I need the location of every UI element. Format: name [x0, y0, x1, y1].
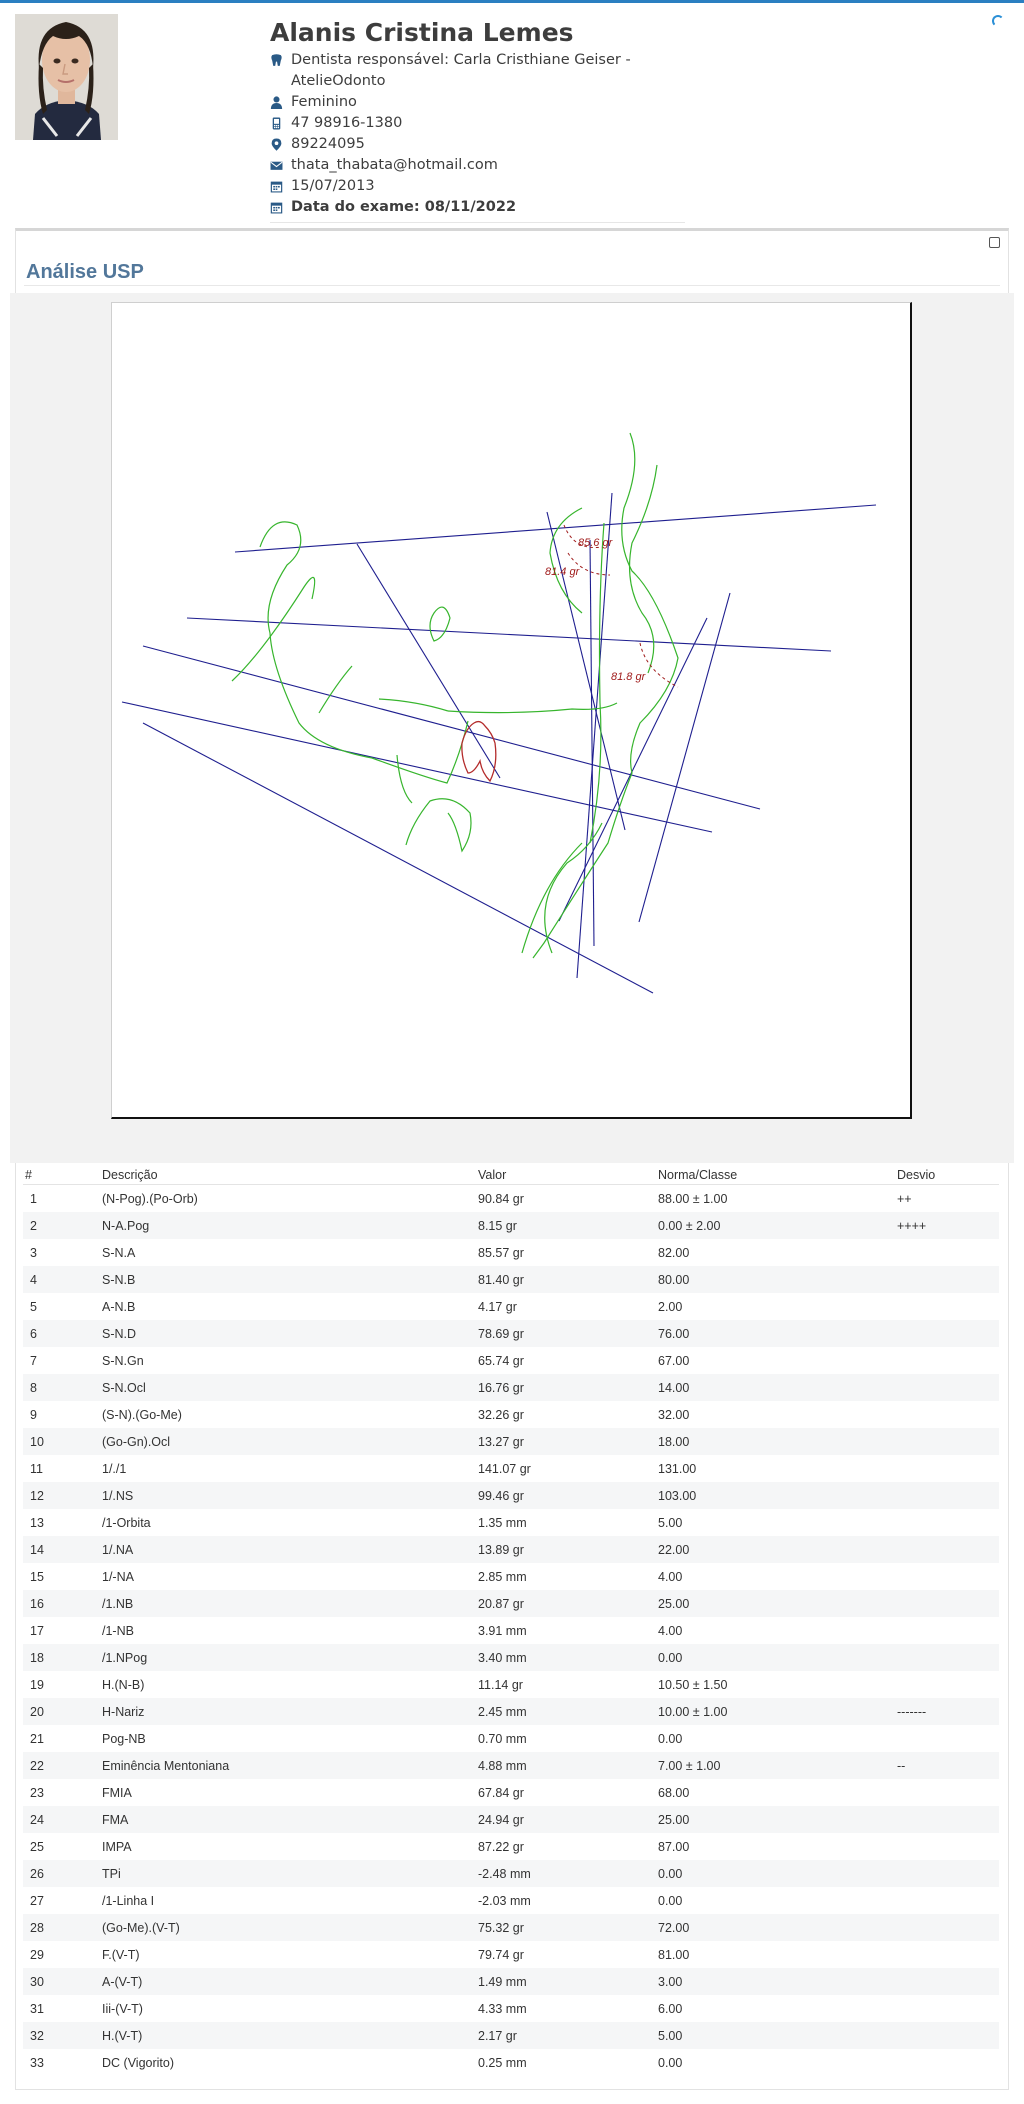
cell-description: /1.NB [98, 1590, 474, 1617]
phone-icon [270, 113, 291, 134]
table-row [23, 1779, 999, 1806]
table-row [23, 1239, 999, 1266]
cell-norm: 5.00 [658, 1515, 683, 1530]
gender-row [270, 92, 685, 113]
cell-deviation [893, 1644, 999, 1671]
user-icon [270, 92, 291, 113]
cell-value: 90.84 gr [478, 1191, 524, 1206]
cell-value: 11.14 gr [478, 1677, 523, 1692]
cell-deviation [893, 2022, 999, 2049]
table-row [23, 1347, 999, 1374]
cell-num: 2 [23, 1212, 98, 1239]
cell-value: 2.85 mm [478, 1569, 527, 1584]
cell-deviation [893, 1968, 999, 1995]
cell-value: 79.74 gr [478, 1947, 524, 1962]
cell-deviation [893, 1401, 999, 1428]
cell-num: 23 [30, 1785, 44, 1800]
cell-description: H.(N-B) [102, 1677, 145, 1692]
cell-norm: 81.00 [658, 1947, 690, 1962]
cell-norm: 4.00 [658, 1569, 683, 1584]
cell-deviation [893, 1671, 999, 1698]
top-accent-bar [0, 0, 1024, 3]
cell-description: /1-NB [102, 1623, 134, 1638]
table-row [23, 1698, 999, 1725]
cell-num: 31 [30, 2001, 44, 2016]
table-row [23, 1563, 999, 1590]
cell-num: 24 [23, 1806, 98, 1833]
cell-description: Eminência Mentoniana [98, 1752, 474, 1779]
cell-num: 6 [23, 1320, 98, 1347]
responsible-dentist: Dentista responsável: Carla Cristhiane Geiser - AtelieOdonto [291, 52, 631, 89]
line-sn [187, 618, 831, 651]
cell-num: 20 [23, 1698, 98, 1725]
cell-description: /1-Linha I [102, 1893, 155, 1908]
table-row [23, 1617, 999, 1644]
cell-description: F.(V-T) [102, 1947, 140, 1962]
table-row [23, 1428, 999, 1455]
cell-num: 11 [30, 1461, 43, 1476]
cell-value: 24.94 gr [474, 1806, 654, 1833]
cell-deviation [893, 1617, 999, 1644]
cell-description: H-Nariz [98, 1698, 474, 1725]
cell-description: (N-Pog).(Po-Orb) [102, 1191, 198, 1206]
cell-deviation [893, 1374, 999, 1401]
cell-norm: 18.00 [654, 1428, 893, 1455]
cell-value: -2.48 mm [474, 1860, 654, 1887]
cell-description: S-N.Gn [102, 1353, 144, 1368]
cell-norm: 68.00 [658, 1785, 690, 1800]
cell-description: FMA [98, 1806, 474, 1833]
cell-norm: 0.00 [658, 2055, 683, 2070]
cell-deviation [893, 2049, 999, 2076]
patient-email[interactable]: thata_thabata@hotmail.com [291, 157, 498, 173]
cell-norm: 10.50 ± 1.50 [658, 1677, 728, 1692]
cell-value: 1.35 mm [478, 1515, 527, 1530]
cell-value: 65.74 gr [478, 1353, 524, 1368]
cell-deviation [893, 1239, 999, 1266]
cell-deviation [893, 1455, 999, 1482]
cell-deviation [893, 1428, 999, 1455]
cell-deviation [893, 1482, 999, 1509]
cell-deviation [893, 1860, 999, 1887]
cell-norm: 0.00 [658, 1893, 683, 1908]
cell-value: 1.49 mm [474, 1968, 654, 1995]
cell-deviation [893, 1806, 999, 1833]
cell-norm: 5.00 [654, 2022, 893, 2049]
cell-num: 15 [30, 1569, 44, 1584]
cell-norm: 0.00 [658, 1731, 683, 1746]
table-row [23, 1725, 999, 1752]
table-row [23, 1968, 999, 1995]
table-row [23, 1833, 999, 1860]
cell-num: 3 [30, 1245, 37, 1260]
header-value[interactable]: Valor [474, 1166, 654, 1185]
cell-num: 4 [23, 1266, 98, 1293]
calendar-icon [270, 197, 291, 218]
cell-description: S-N.B [98, 1266, 474, 1293]
cell-value: 78.69 gr [474, 1320, 654, 1347]
cell-deviation [893, 1833, 999, 1860]
cell-norm: 72.00 [654, 1914, 893, 1941]
angle-label-group [545, 537, 647, 683]
cell-value: -2.03 mm [478, 1893, 531, 1908]
cell-description: (Go-Me).(V-T) [98, 1914, 474, 1941]
cell-norm: 80.00 [654, 1266, 893, 1293]
table-row [23, 1509, 999, 1536]
patient-name: Alanis Cristina Lemes [270, 18, 574, 47]
cell-description: N-A.Pog [98, 1212, 474, 1239]
cell-value: 87.22 gr [478, 1839, 524, 1854]
cell-value: 75.32 gr [474, 1914, 654, 1941]
cell-description: Pog-NB [102, 1731, 146, 1746]
patient-birthdate: 15/07/2013 [291, 178, 375, 194]
cell-num: 16 [23, 1590, 98, 1617]
cell-description: IMPA [102, 1839, 132, 1854]
cell-value: 3.40 mm [474, 1644, 654, 1671]
birthdate-row [270, 176, 685, 197]
cell-value: 99.46 gr [474, 1482, 654, 1509]
cell-value: 32.26 gr [478, 1407, 524, 1422]
cell-description: S-N.A [102, 1245, 136, 1260]
line-occlusal-2 [122, 702, 712, 832]
cell-norm: 67.00 [658, 1353, 690, 1368]
cell-description: /1-Orbita [102, 1515, 151, 1530]
table-row [23, 1644, 999, 1671]
title-divider [24, 285, 1000, 286]
cell-description: (Go-Gn).Ocl [98, 1428, 474, 1455]
line-na [577, 493, 612, 978]
cell-deviation [893, 1266, 999, 1293]
cell-norm: 14.00 [654, 1374, 893, 1401]
cell-deviation [893, 1725, 999, 1752]
exam-date: Data do exame: 08/11/2022 [291, 199, 517, 215]
cell-norm: 0.00 [654, 1644, 893, 1671]
cell-norm: 82.00 [658, 1245, 690, 1260]
table-row [23, 1995, 999, 2022]
cell-deviation [893, 1536, 999, 1563]
cell-deviation [893, 1320, 999, 1347]
patient-info-list [270, 50, 685, 223]
table-row [23, 1374, 999, 1401]
cell-num: 8 [23, 1374, 98, 1401]
table-row [23, 1671, 999, 1698]
cell-num: 28 [23, 1914, 98, 1941]
table-row [23, 1887, 999, 1914]
table-header-row [23, 1166, 999, 1185]
cell-value: 4.33 mm [478, 2001, 527, 2016]
table-row [23, 2049, 999, 2076]
cell-num: 19 [30, 1677, 44, 1692]
table-row [23, 1185, 999, 1213]
zip-row [270, 134, 685, 155]
panel-title: Análise USP [26, 261, 144, 283]
cell-value: 85.57 gr [478, 1245, 524, 1260]
cell-description: 1/-NA [102, 1569, 134, 1584]
cell-deviation: ++++ [893, 1212, 999, 1239]
header-norm[interactable]: Norma/Classe [654, 1166, 893, 1185]
cell-value: 2.45 mm [474, 1698, 654, 1725]
cell-norm: 25.00 [654, 1590, 893, 1617]
cell-num: 21 [30, 1731, 44, 1746]
cell-norm: 22.00 [654, 1536, 893, 1563]
cell-num: 12 [23, 1482, 98, 1509]
cell-deviation: ------- [893, 1698, 999, 1725]
cell-norm: 7.00 ± 1.00 [654, 1752, 893, 1779]
cell-value: 67.84 gr [478, 1785, 524, 1800]
cell-norm: 4.00 [658, 1623, 683, 1638]
cell-num: 30 [23, 1968, 98, 1995]
table-row [23, 1536, 999, 1563]
cell-value: 20.87 gr [474, 1590, 654, 1617]
table-row [23, 1482, 999, 1509]
tooth-icon [270, 50, 291, 71]
table-row [23, 1860, 999, 1887]
table-row [23, 1752, 999, 1779]
cell-num: 18 [23, 1644, 98, 1671]
cell-description: 1/./1 [102, 1461, 127, 1476]
cell-num: 1 [30, 1191, 37, 1206]
cell-num: 32 [23, 2022, 98, 2049]
cell-description: Iii-(V-T) [102, 2001, 143, 2016]
cell-deviation: -- [893, 1752, 999, 1779]
cell-description: DC (Vigorito) [102, 2055, 175, 2070]
cell-num: 7 [30, 1353, 37, 1368]
cell-deviation [893, 1509, 999, 1536]
cell-num: 33 [30, 2055, 44, 2070]
cell-norm: 88.00 ± 1.00 [658, 1191, 728, 1206]
cell-norm: 6.00 [658, 2001, 683, 2016]
cell-num: 5 [30, 1299, 37, 1314]
cell-description: A-(V-T) [98, 1968, 474, 1995]
table-row [23, 1212, 999, 1239]
header-deviation[interactable]: Desvio [893, 1166, 999, 1185]
cell-value: 4.88 mm [474, 1752, 654, 1779]
calendar-icon [270, 176, 291, 197]
responsible-row [270, 50, 685, 92]
incisor-outline [462, 722, 496, 781]
cell-value: 0.70 mm [478, 1731, 527, 1746]
cell-value: 141.07 gr [478, 1461, 531, 1476]
results-table [23, 1166, 999, 2076]
cell-deviation [893, 1347, 999, 1374]
cell-description: /1.NPog [98, 1644, 474, 1671]
cell-num: 22 [23, 1752, 98, 1779]
header-description[interactable]: Descrição [98, 1166, 474, 1185]
angle-label-snb: 81.4 gr [545, 566, 580, 578]
cell-value: 2.17 gr [474, 2022, 654, 2049]
line-incisor [357, 544, 500, 778]
tracing-lines [122, 493, 876, 993]
cephalometric-tracing [111, 302, 912, 1119]
cell-description: FMIA [102, 1785, 132, 1800]
cell-deviation [893, 1995, 999, 2022]
patient-avatar [15, 14, 118, 140]
cell-description: (S-N).(Go-Me) [102, 1407, 182, 1422]
cell-description: S-N.D [98, 1320, 474, 1347]
table-row [23, 1806, 999, 1833]
cell-value: 4.17 gr [478, 1299, 517, 1314]
map-pin-icon [270, 134, 291, 155]
cell-value: 8.15 gr [474, 1212, 654, 1239]
cell-value: 13.27 gr [474, 1428, 654, 1455]
header-num[interactable]: # [23, 1166, 98, 1185]
phone-row [270, 113, 685, 134]
collapse-icon[interactable] [989, 237, 1000, 248]
cell-num: 29 [30, 1947, 44, 1962]
patient-zip: 89224095 [291, 136, 365, 152]
cell-norm: 131.00 [658, 1461, 697, 1476]
table-row [23, 1914, 999, 1941]
cell-norm: 2.00 [658, 1299, 683, 1314]
cell-num: 14 [23, 1536, 98, 1563]
cell-norm: 32.00 [658, 1407, 690, 1422]
cell-num: 25 [30, 1839, 44, 1854]
patient-gender: Feminino [291, 94, 357, 110]
cell-description: A-N.B [102, 1299, 136, 1314]
cell-deviation [893, 1941, 999, 1968]
table-row [23, 1941, 999, 1968]
loading-spinner-icon [992, 15, 1004, 27]
cell-value: 3.91 mm [478, 1623, 527, 1638]
table-row [23, 1455, 999, 1482]
cell-deviation [893, 1563, 999, 1590]
cell-value: 13.89 gr [474, 1536, 654, 1563]
cell-deviation [893, 1914, 999, 1941]
table-row [23, 1590, 999, 1617]
cell-num: 17 [30, 1623, 44, 1638]
table-row [23, 2022, 999, 2049]
cell-norm: 25.00 [654, 1806, 893, 1833]
cell-value: 81.40 gr [474, 1266, 654, 1293]
cell-num: 26 [23, 1860, 98, 1887]
cell-description: 1/.NA [98, 1536, 474, 1563]
cell-num: 27 [30, 1893, 44, 1908]
email-row [270, 155, 685, 176]
cell-deviation [893, 1590, 999, 1617]
cell-norm: 10.00 ± 1.00 [654, 1698, 893, 1725]
cell-num: 13 [30, 1515, 44, 1530]
line-nb [590, 540, 594, 946]
exam-date-row [270, 197, 685, 218]
cell-description: TPi [98, 1860, 474, 1887]
cell-deviation [893, 1293, 999, 1320]
cell-norm: 3.00 [654, 1968, 893, 1995]
angle-label-sna: 85.6 gr [578, 537, 613, 549]
cell-norm: 76.00 [654, 1320, 893, 1347]
angle-label-facial: 81.8 gr [611, 671, 646, 683]
cell-description: 1/.NS [98, 1482, 474, 1509]
table-row [23, 1320, 999, 1347]
cell-description: S-N.Ocl [98, 1374, 474, 1401]
cell-num: 10 [23, 1428, 98, 1455]
tracing-svg [112, 303, 913, 1120]
line-y-axis [559, 618, 707, 921]
envelope-icon [270, 155, 291, 176]
table-row [23, 1401, 999, 1428]
cell-deviation: ++ [897, 1191, 912, 1206]
cell-value: 0.25 mm [478, 2055, 527, 2070]
cell-deviation [893, 1887, 999, 1914]
cell-norm: 103.00 [654, 1482, 893, 1509]
cell-norm: 0.00 ± 2.00 [654, 1212, 893, 1239]
cell-deviation [893, 1779, 999, 1806]
table-row [23, 1293, 999, 1320]
patient-phone: 47 98916-1380 [291, 115, 403, 131]
angle-arcs [564, 525, 678, 687]
cell-value: 16.76 gr [474, 1374, 654, 1401]
table-row [23, 1266, 999, 1293]
cell-norm: 0.00 [654, 1860, 893, 1887]
cell-norm: 87.00 [658, 1839, 690, 1854]
cell-num: 9 [30, 1407, 37, 1422]
cell-description: H.(V-T) [98, 2022, 474, 2049]
